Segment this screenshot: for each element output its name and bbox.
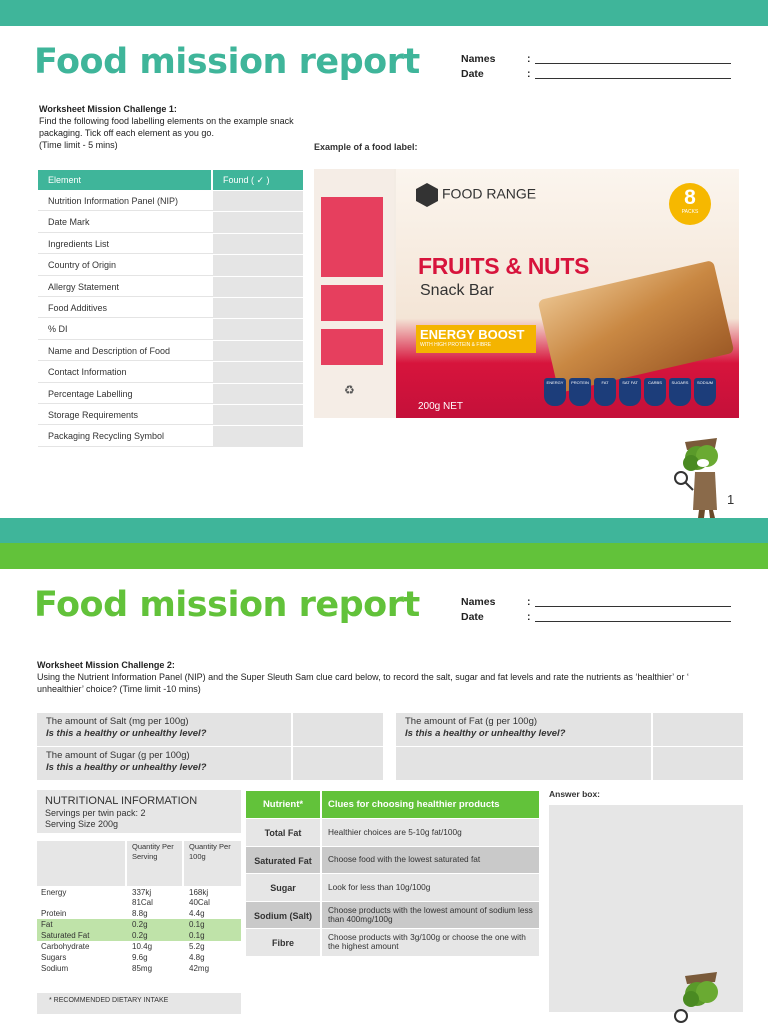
- challenge-1-instructions: Worksheet Mission Challenge 1: Find the following food labelling elements on the example snack packaging. Tick off each element as you go. (Time limit - 5 mins): [39, 104, 294, 150]
- page-title: Food mission report: [34, 42, 420, 82]
- clues-table: [246, 791, 539, 956]
- challenge-2-title: Worksheet Mission Challenge 2:: [37, 660, 175, 670]
- table-row: Saturated Fat Choose food with the lowest saturated fat: [246, 846, 539, 874]
- nutrition-row: Sugars 9.6g 4.8g: [41, 953, 205, 962]
- package-side-panel: [314, 169, 394, 418]
- table-row: Sodium (Salt) Choose products with the lowest amount of sodium less than 400mg/100g: [246, 901, 539, 929]
- found-checkbox[interactable]: [213, 341, 303, 361]
- product-name: FRUITS & NUTS: [418, 253, 590, 279]
- nutrient-icon: SAT FAT: [619, 378, 641, 406]
- sugar-answer-cell[interactable]: [291, 747, 383, 780]
- column-header-element: Element: [38, 170, 213, 190]
- table-row: [396, 747, 743, 781]
- column-header-nutrient: Nutrient*: [246, 791, 322, 818]
- table-row: Name and Description of Food: [38, 340, 303, 361]
- table-row: Total Fat Healthier choices are 5-10g fat/100g: [246, 818, 539, 846]
- table-row: Nutrition Information Panel (NIP): [38, 190, 303, 211]
- levels-table-left: [37, 713, 383, 781]
- product-type: Snack Bar: [420, 282, 494, 299]
- table-row: Percentage Labelling: [38, 383, 303, 404]
- pack-count-badge: 8 PACKS: [669, 183, 711, 225]
- found-checkbox[interactable]: [213, 298, 303, 318]
- nutrient-icon: SODIUM: [694, 378, 716, 406]
- table-row: Storage Requirements: [38, 404, 303, 425]
- found-checkbox[interactable]: [213, 255, 303, 275]
- contact-panel-graphic: [321, 329, 383, 365]
- package-front: [396, 169, 739, 418]
- nutrition-heading: NUTRITIONAL INFORMATION: [45, 795, 198, 807]
- found-checkbox[interactable]: [213, 234, 303, 254]
- table-row: The amount of Salt (mg per 100g) Is this a healthy or unhealthy level?: [37, 713, 383, 747]
- nutrient-icon: ENERGY: [544, 378, 566, 406]
- brand-logo: FOOD RANGE: [416, 183, 536, 207]
- date-label: Date: [461, 68, 484, 80]
- nutrition-row: 81Cal 40Cal: [132, 898, 210, 907]
- found-checkbox[interactable]: [213, 277, 303, 297]
- divider-band-green: [0, 543, 768, 569]
- energy-boost-banner: ENERGY BOOST WITH HIGH PROTEIN & FIBRE: [416, 325, 536, 353]
- column-header-per-serving: Quantity Per Serving: [132, 842, 174, 861]
- fat-answer-cell[interactable]: [651, 713, 743, 746]
- nutrition-row-highlighted: Saturated Fat 0.2g 0.1g: [37, 930, 241, 941]
- found-checkbox[interactable]: [213, 212, 303, 232]
- front-nutrient-icons: [544, 378, 716, 406]
- date-input-line[interactable]: [535, 78, 731, 79]
- date-input-line[interactable]: [535, 621, 731, 622]
- nutrition-panel-graphic: [321, 197, 383, 277]
- table-row: Country of Origin: [38, 254, 303, 275]
- nutrition-row: Sodium 85mg 42mg: [41, 964, 210, 973]
- page-number: 1: [727, 492, 735, 507]
- table-row: Contact Information: [38, 361, 303, 382]
- challenge-1-title: Worksheet Mission Challenge 1:: [39, 104, 177, 114]
- net-weight: 200g NET: [418, 401, 464, 412]
- empty-answer-cell[interactable]: [651, 747, 743, 780]
- names-label: Names: [461, 53, 496, 65]
- table-row: Allergy Statement: [38, 276, 303, 297]
- nutrient-icon: SUGARS: [669, 378, 691, 406]
- table-row: Ingredients List: [38, 233, 303, 254]
- found-checkbox[interactable]: [213, 426, 303, 446]
- table-row: Fibre Choose products with 3g/100g or choose the one with the highest amount: [246, 928, 539, 956]
- found-checkbox[interactable]: [213, 384, 303, 404]
- box-icon: [416, 183, 438, 207]
- nutrient-icon: FAT: [594, 378, 616, 406]
- recycle-icon: ♻: [344, 383, 355, 397]
- detective-broccoli-mascot-icon: [665, 968, 735, 1024]
- date-label: Date: [461, 611, 484, 623]
- nutrient-icon: PROTEIN: [569, 378, 591, 406]
- found-checkbox[interactable]: [213, 405, 303, 425]
- nutrition-row: Carbohydrate 10.4g 5.2g: [41, 942, 205, 951]
- table-row: Sugar Look for less than 10g/100g: [246, 873, 539, 901]
- table-row: The amount of Sugar (g per 100g) Is this a healthy or unhealthy level?: [37, 747, 383, 781]
- nutrition-row: Protein 8.8g 4.4g: [41, 909, 205, 918]
- salt-answer-cell[interactable]: [291, 713, 383, 746]
- ingredients-panel-graphic: [321, 285, 383, 321]
- element-checklist-table: [38, 170, 303, 447]
- column-header-clues: Clues for choosing healthier products: [328, 799, 500, 810]
- rdi-footnote: * RECOMMENDED DIETARY INTAKE: [49, 997, 169, 1004]
- found-checkbox[interactable]: [213, 191, 303, 211]
- food-label-image: [314, 169, 739, 418]
- levels-table-right: [396, 713, 743, 781]
- found-checkbox[interactable]: [213, 319, 303, 339]
- nutrient-icon: CARBS: [644, 378, 666, 406]
- detective-broccoli-mascot-icon: [665, 430, 735, 530]
- table-row: Date Mark: [38, 211, 303, 232]
- column-header-found: Found ( ✓ ): [213, 170, 303, 190]
- example-label: Example of a food label:: [314, 142, 418, 152]
- nutrition-row: Energy 337kj 168kj: [41, 888, 209, 897]
- table-row: % DI: [38, 318, 303, 339]
- answer-box-label: Answer box:: [549, 789, 601, 799]
- challenge-2-instructions: Worksheet Mission Challenge 2: Using the Nutrient Information Panel (NIP) and the Super Sleuth Sam clue card below, to record the salt, sugar and fat levels and rate the nutrients as ‘healthier’ or ‘ unhealthier’ choice? (Time limit -10 mins): [37, 660, 689, 694]
- nutritional-information-panel: NUTRITIONAL INFORMATION Servings per twin pack: 2 Serving Size 200g Quantity Per Serving Quantity Per 100g Energy 337kj 168kj 81Cal 40Cal Protein 8.8g 4.4g Fat 0.2g 0.1g Saturated Fat 0.2g 0.1g Carbohydrate 10.4g 5.2g Sugars 9.6g 4.8g Sodium 85mg 42mg * RECOMMENDED DIETARY INTAKE: [37, 790, 241, 1014]
- page-title: Food mission report: [34, 585, 420, 625]
- table-row: The amount of Fat (g per 100g) Is this a healthy or unhealthy level?: [396, 713, 743, 747]
- top-color-band: [0, 0, 768, 26]
- names-input-line[interactable]: [535, 63, 731, 64]
- names-label: Names: [461, 596, 496, 608]
- table-row: Packaging Recycling Symbol: [38, 425, 303, 446]
- table-row: Food Additives: [38, 297, 303, 318]
- found-checkbox[interactable]: [213, 362, 303, 382]
- divider-band-teal: [0, 518, 768, 543]
- column-header-per-100g: Quantity Per 100g: [189, 842, 231, 861]
- names-input-line[interactable]: [535, 606, 731, 607]
- nutrition-row-highlighted: Fat 0.2g 0.1g: [37, 919, 241, 930]
